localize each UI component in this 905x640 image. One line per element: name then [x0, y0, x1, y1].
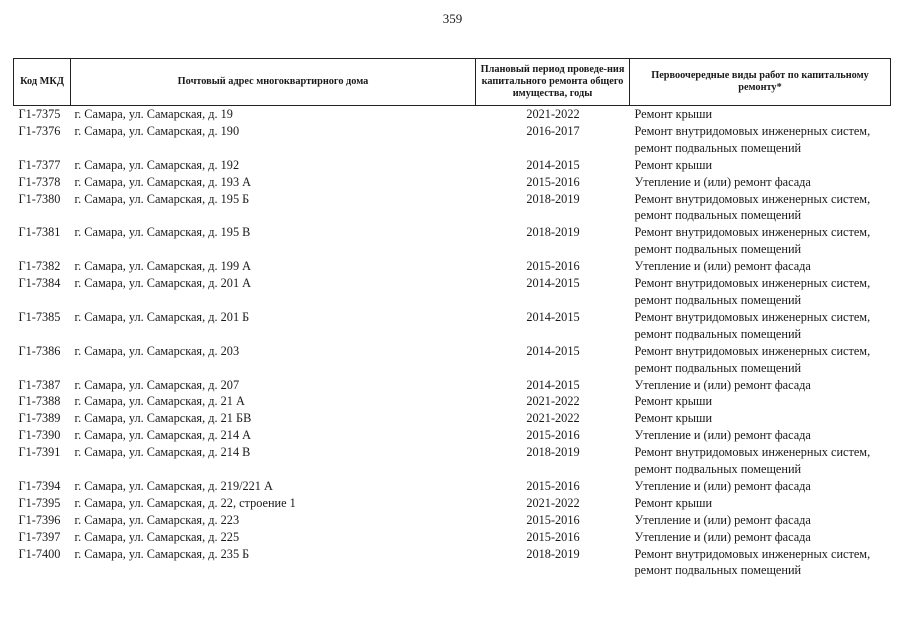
cell-address: г. Самара, ул. Самарская, д. 190	[74, 123, 240, 138]
table-row	[14, 191, 891, 225]
cell-address: г. Самара, ул. Самарская, д. 225	[74, 529, 240, 544]
cell-works	[630, 512, 891, 529]
table-row	[14, 427, 891, 444]
cell-address: г. Самара, ул. Самарская, д. 214 А	[74, 428, 252, 443]
table-row	[14, 258, 891, 275]
cell-works	[630, 343, 891, 377]
cell-code: Г1-7395	[18, 495, 61, 510]
cell-period: 2015-2016	[526, 259, 580, 274]
cell-period: 2021-2022	[526, 411, 580, 426]
cell-period: 2018-2019	[526, 445, 580, 460]
table-row	[14, 495, 891, 512]
works-line: Утепление и (или) ремонт фасада	[634, 529, 811, 544]
cell-address: г. Самара, ул. Самарская, д. 223	[74, 512, 240, 527]
cell-period: 2014-2015	[526, 309, 580, 324]
cell-period: 2021-2022	[526, 394, 580, 409]
cell-code: Г1-7378	[18, 174, 61, 189]
cell-works	[630, 275, 891, 309]
cell-address: г. Самара, ул. Самарская, д. 21 А	[74, 394, 245, 409]
table-row	[14, 157, 891, 174]
cell-works	[630, 157, 891, 174]
cell-code: Г1-7389	[18, 411, 61, 426]
cell-period: 2021-2022	[526, 495, 580, 510]
cell-period: 2015-2016	[526, 428, 580, 443]
works-line: Ремонт внутридомовых инженерных систем,	[634, 123, 871, 138]
cell-code: Г1-7375	[18, 107, 61, 121]
cell-code: Г1-7388	[18, 394, 61, 409]
cell-period: 2015-2016	[526, 529, 580, 544]
table-row	[14, 309, 891, 343]
works-line: Ремонт крыши	[634, 411, 713, 426]
works-line: Ремонт внутридомовых инженерных систем,	[634, 309, 871, 324]
cell-works	[630, 309, 891, 343]
cell-code: Г1-7394	[18, 478, 61, 493]
header-code: Код МКД	[14, 59, 71, 106]
cell-address: г. Самара, ул. Самарская, д. 195 Б	[74, 191, 250, 206]
cell-address: г. Самара, ул. Самарская, д. 22, строение 1	[74, 495, 296, 510]
table-row	[14, 123, 891, 157]
cell-period: 2014-2015	[526, 377, 580, 392]
cell-works	[630, 529, 891, 546]
cell-address: г. Самара, ул. Самарская, д. 21 БВ	[74, 411, 252, 426]
table-row	[14, 174, 891, 191]
header-works: Первоочередные виды работ по капитальному ремонту*	[630, 59, 891, 106]
cell-address: г. Самара, ул. Самарская, д. 235 Б	[74, 546, 250, 561]
cell-period: 2018-2019	[526, 225, 580, 240]
works-line: ремонт подвальных помещений	[634, 360, 802, 375]
cell-period: 2014-2015	[526, 276, 580, 291]
cell-address: г. Самара, ул. Самарская, д. 192	[74, 157, 240, 172]
table-row	[14, 224, 891, 258]
cell-code: Г1-7377	[18, 157, 61, 172]
table-row	[14, 444, 891, 478]
cell-code: Г1-7384	[18, 276, 61, 291]
cell-works	[630, 478, 891, 495]
cell-period: 2015-2016	[526, 478, 580, 493]
works-line: Ремонт внутридомовых инженерных систем,	[634, 343, 871, 358]
works-line: ремонт подвальных помещений	[634, 242, 802, 257]
works-line: Утепление и (или) ремонт фасада	[634, 377, 811, 392]
cell-code: Г1-7381	[18, 225, 61, 240]
cell-period: 2014-2015	[526, 157, 580, 172]
cell-code: Г1-7376	[18, 123, 61, 138]
cell-works	[630, 546, 891, 580]
cell-code: Г1-7387	[18, 377, 61, 392]
works-line: ремонт подвальных помещений	[634, 563, 802, 578]
works-line: ремонт подвальных помещений	[634, 208, 802, 223]
cell-code: Г1-7396	[18, 512, 61, 527]
cell-works	[630, 495, 891, 512]
header-period: Плановый период проведе-ния капитального ремонта общего имущества, годы	[476, 59, 630, 106]
cell-works	[630, 393, 891, 410]
table-row	[14, 343, 891, 377]
cell-period: 2015-2016	[526, 174, 580, 189]
cell-code: Г1-7390	[18, 428, 61, 443]
cell-code: Г1-7397	[18, 529, 61, 544]
works-line: Утепление и (или) ремонт фасада	[634, 428, 811, 443]
cell-code: Г1-7391	[18, 445, 61, 460]
cell-address: г. Самара, ул. Самарская, д. 203	[74, 343, 240, 358]
table-row	[14, 377, 891, 394]
works-line: Ремонт внутридомовых инженерных систем,	[634, 276, 871, 291]
cell-works	[630, 444, 891, 478]
table-row	[14, 529, 891, 546]
cell-period: 2018-2019	[526, 546, 580, 561]
works-line: Ремонт внутридомовых инженерных систем,	[634, 225, 871, 240]
works-line: Ремонт крыши	[634, 107, 713, 121]
cell-address: г. Самара, ул. Самарская, д. 201 А	[74, 276, 252, 291]
cell-period: 2018-2019	[526, 191, 580, 206]
cell-address: г. Самара, ул. Самарская, д. 219/221 А	[74, 478, 273, 493]
cell-address: г. Самара, ул. Самарская, д. 193 А	[74, 174, 252, 189]
works-line: Ремонт внутридомовых инженерных систем,	[634, 191, 871, 206]
table-row	[14, 478, 891, 495]
cell-works	[630, 174, 891, 191]
cell-period: 2014-2015	[526, 343, 580, 358]
cell-works	[630, 258, 891, 275]
table-header	[14, 59, 891, 106]
cell-works	[630, 377, 891, 394]
works-line: Ремонт крыши	[634, 157, 713, 172]
table-row	[14, 546, 891, 580]
cell-works	[630, 427, 891, 444]
cell-code: Г1-7400	[18, 546, 61, 561]
cell-works	[630, 224, 891, 258]
table-row	[14, 106, 891, 123]
works-line: Утепление и (или) ремонт фасада	[634, 174, 811, 189]
cell-address: г. Самара, ул. Самарская, д. 199 А	[74, 259, 252, 274]
cell-address: г. Самара, ул. Самарская, д. 201 Б	[74, 309, 250, 324]
cell-works	[630, 191, 891, 225]
cell-period: 2015-2016	[526, 512, 580, 527]
capital-repair-table	[13, 58, 891, 579]
cell-code: Г1-7385	[18, 309, 61, 324]
table-row	[14, 410, 891, 427]
table-row	[14, 275, 891, 309]
table-body	[14, 106, 891, 580]
page-number: 359	[442, 11, 463, 26]
works-line: Утепление и (или) ремонт фасада	[634, 478, 811, 493]
cell-address: г. Самара, ул. Самарская, д. 214 В	[74, 445, 251, 460]
cell-code: Г1-7386	[18, 343, 61, 358]
table-row	[14, 512, 891, 529]
cell-code: Г1-7382	[18, 259, 61, 274]
cell-works	[630, 106, 891, 123]
works-line: ремонт подвальных помещений	[634, 140, 802, 155]
header-address: Почтовый адрес многоквартирного дома	[71, 59, 476, 106]
cell-works	[630, 410, 891, 427]
works-line: ремонт подвальных помещений	[634, 292, 802, 307]
works-line: ремонт подвальных помещений	[634, 462, 802, 477]
cell-period: 2016-2017	[526, 123, 580, 138]
works-line: Ремонт внутридомовых инженерных систем,	[634, 546, 871, 561]
works-line: Ремонт внутридомовых инженерных систем,	[634, 445, 871, 460]
works-line: Утепление и (или) ремонт фасада	[634, 259, 811, 274]
cell-address: г. Самара, ул. Самарская, д. 207	[74, 377, 240, 392]
cell-period: 2021-2022	[526, 107, 580, 121]
header-row	[14, 59, 891, 106]
works-line: Утепление и (или) ремонт фасада	[634, 512, 811, 527]
cell-works	[630, 123, 891, 157]
cell-address: г. Самара, ул. Самарская, д. 19	[74, 107, 233, 121]
cell-address: г. Самара, ул. Самарская, д. 195 В	[74, 225, 251, 240]
works-line: ремонт подвальных помещений	[634, 326, 802, 341]
cell-code: Г1-7380	[18, 191, 61, 206]
works-line: Ремонт крыши	[634, 495, 713, 510]
table-row	[14, 393, 891, 410]
works-line: Ремонт крыши	[634, 394, 713, 409]
